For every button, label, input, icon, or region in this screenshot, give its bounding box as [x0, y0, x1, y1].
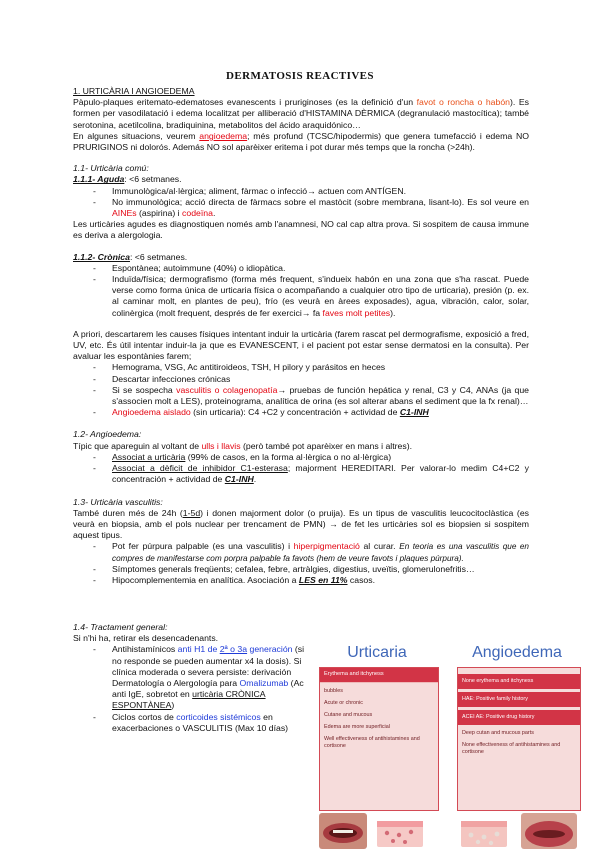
list-item: - Antihistamínicos anti H1 de 2ª o 3a generación (si no responde se pueden aumentar x4 la dosis). Si clínica moderada o severa persiste: derivación Dermatología o Alergología para Omalizumab (Ac anti IgE, sobretot en urticària CRÒNICA ESPONTÀNEA)	[93, 644, 313, 711]
angioedema-row-5: None effectiveness of antihistamines and cortisone	[462, 742, 561, 755]
urticaria-row-5: Edema are more superficial	[324, 724, 390, 730]
angioedema-row-2: HAE: Positive family history	[458, 692, 580, 707]
evaluation-list	[73, 362, 529, 418]
list-item: - Hipocomplementemia en analítica. Asociación a LES en 11% casos.	[93, 575, 529, 586]
angioedema-row-4: Deep cutan and mucous parts	[462, 730, 534, 736]
list-item: - Si se sospecha vasculitis o colagenopatía→ pruebas de función hepática y renal, C3 y C4, ANAs (ja que s'associen molt a LES), proteinograma, analítica de orina (es sol alterar abans el sediment que la fx renal)…	[93, 385, 529, 407]
chronic-types-list	[73, 263, 529, 319]
urticaria-lip-photo	[319, 813, 367, 849]
section-1-2-heading: 1.2- Angioedema:	[73, 429, 142, 440]
chronic-evaluation-paragraph: A priori, descartarem les causes físiques intentant induir la urticària (farem rascat pel dermografisme, exposició a fred, UV, etc. És útil intentar induir-la ja que es EVANESCENT, i el pacient pot estar sense dermatosi en la consulta). Per avaluar les espontànies farem;	[73, 328, 529, 362]
acute-diagnosis-paragraph: Les urticàries agudes es diagnostiquen només amb l'anamnesi, NO cal cap altra prova. Si sospitem de causa immune es deriva a alergologia.	[73, 219, 529, 241]
angioedema-lip-photo	[521, 813, 577, 849]
list-item: - Hemograma, VSG, Ac antitiroideos, TSH, H pilory y parásitos en heces	[93, 362, 529, 373]
list-item: - Induïda/física; dermografismo (forma més frequent, s'indueix habón en una zona que s'ha rascat. Puede verse como forma única de urticaria física o acompañando a cualquier otro tipo de urticaria), presión (p. ex. al caminar molt, en plantes de peu), frío (es veurà en àrees exposades), agua, vibración, calor, solar, colinèrgica (molt frequent, després de fer exercici→ fa faves molt petites).	[93, 274, 529, 319]
list-item: - Ciclos cortos de corticoides sistémicos en exacerbaciones o VASCULITIS (Max 10 días)	[93, 712, 313, 734]
urticaria-features-box	[319, 667, 439, 811]
treatment-section	[73, 622, 313, 734]
acute-causes-list	[73, 186, 529, 220]
section-1-paragraph-1: Pàpulo-plaques eritemato-edematoses evanescents i pruriginoses (es la definició d'un favot o roncha o habón). Es formen per vasodilatació i edema localitzat per alliberació d'HISTAMINA DÈRMICA (degranulació mastocítica); també serotonina, acetilcolina, bradiquinina, metabolitos del ácido araquidónico…	[73, 97, 530, 130]
list-item: - Espontànea; autoimmune (40%) o idiopàtica.	[93, 263, 529, 274]
vasculitis-paragraph: També duren més de 24h (1-5d) i donen majorment dolor (o pruija). Es un tipus de vasculitis leucocitoclàstica (es veurà en biopsia, amb el pols nuclear per trencament de PMN) → de fet les urticàries sol es biopsien si sospitem aquest tipus.	[73, 507, 530, 541]
urticaria-angioedema-figure	[307, 641, 587, 849]
section-1-3-heading: 1.3- Urticària vasculitis:	[73, 496, 163, 507]
section-1-4-heading: 1.4- Tractament general:	[73, 622, 168, 632]
list-item: - Símptomes generals freqüents; cefalea, febre, artràlgies, digestius, uveïtis, glomerulonefritis…	[93, 564, 529, 575]
urticaria-skin-diagram	[373, 813, 427, 849]
angioedema-row-3: ACEI AE: Positive drug history	[458, 710, 580, 725]
section-1-1-2-heading: 1.1.2- Crònica: <6 setmanes.	[73, 251, 188, 262]
list-item: - Angioedema aislado (sin urticaria): C4 +C2 y concentración + actividad de C1-INH	[93, 407, 529, 418]
angioedema-figure-title: Angioedema	[472, 644, 562, 661]
angioedema-features-box	[457, 667, 581, 811]
section-1-1-1-heading: 1.1.1- Aguda: <6 setmanes.	[73, 174, 182, 185]
urticaria-row-6: Well effectiveness of antihistamines and cortisone	[324, 736, 420, 749]
angioedema-paragraph: Típic que apareguin al voltant de ulls i llavis (però també pot aparèixer en mans i altres).	[73, 440, 412, 451]
urticaria-row-1: Erythema and itchyness	[320, 668, 438, 683]
urticaria-figure-title: Urticaria	[347, 644, 407, 661]
section-1-1-heading: 1.1- Urticària comú:	[73, 163, 149, 174]
section-1-heading: 1. URTICÀRIA I ANGIOEDEMA	[73, 86, 195, 96]
angioedema-list	[73, 452, 529, 486]
urticaria-row-4: Cutane and mucous	[324, 712, 373, 718]
list-item: - Associat a urticària (99% de casos, en la forma al·lèrgica o no al·lèrgica)	[93, 452, 529, 463]
angioedema-skin-diagram	[457, 813, 511, 849]
list-item: - Associat a dèficit de inhibidor C1-esterasa; majorment HEREDITARI. Per valorar-lo medim C4+C2 y concentración + actividad de C1-INH.	[93, 463, 529, 485]
angioedema-row-1: None erythema and itchyness	[458, 674, 580, 689]
list-item: - Descartar infecciones crónicas	[93, 374, 529, 385]
list-item: - No immunològica; acció directa de fàrmacs sobre el mastòcit (sobre membrana, lisant-lo). Es sol veure en AINEs (aspirina) i codeïna.	[93, 197, 529, 219]
treatment-list	[73, 644, 313, 734]
urticaria-row-3: Acute or chronic	[324, 700, 363, 706]
section-1-paragraph-2: En algunes situacions, veurem angioedema; més profund (TCSC/hipodermis) que genera tumefacció i edema NO PRURIGINOS ni dolorós. Además NO sol aparèixer eritema i pot durar més temps que la roncha (>24h).	[73, 130, 529, 153]
main-content	[73, 86, 529, 586]
urticaria-row-2: bubbles	[324, 688, 343, 694]
document-title: DERMATOSIS REACTIVES	[226, 70, 374, 82]
vasculitis-list	[73, 541, 529, 586]
list-item: - Pot fer púrpura palpable (es una vasculitis) i hiperpigmentació al curar. En teoria es una vasculitis que en compres de manifestarse com porpra palpable fa favots (hem de veure favots i plaques púrpura).	[93, 541, 529, 563]
treatment-paragraph: Si n'hi ha, retirar els desencadenants.	[73, 633, 219, 644]
list-item: - Immunològica/al·lèrgica; aliment, fàrmac o infecció→ actuen com ANTÍGEN.	[93, 186, 529, 197]
